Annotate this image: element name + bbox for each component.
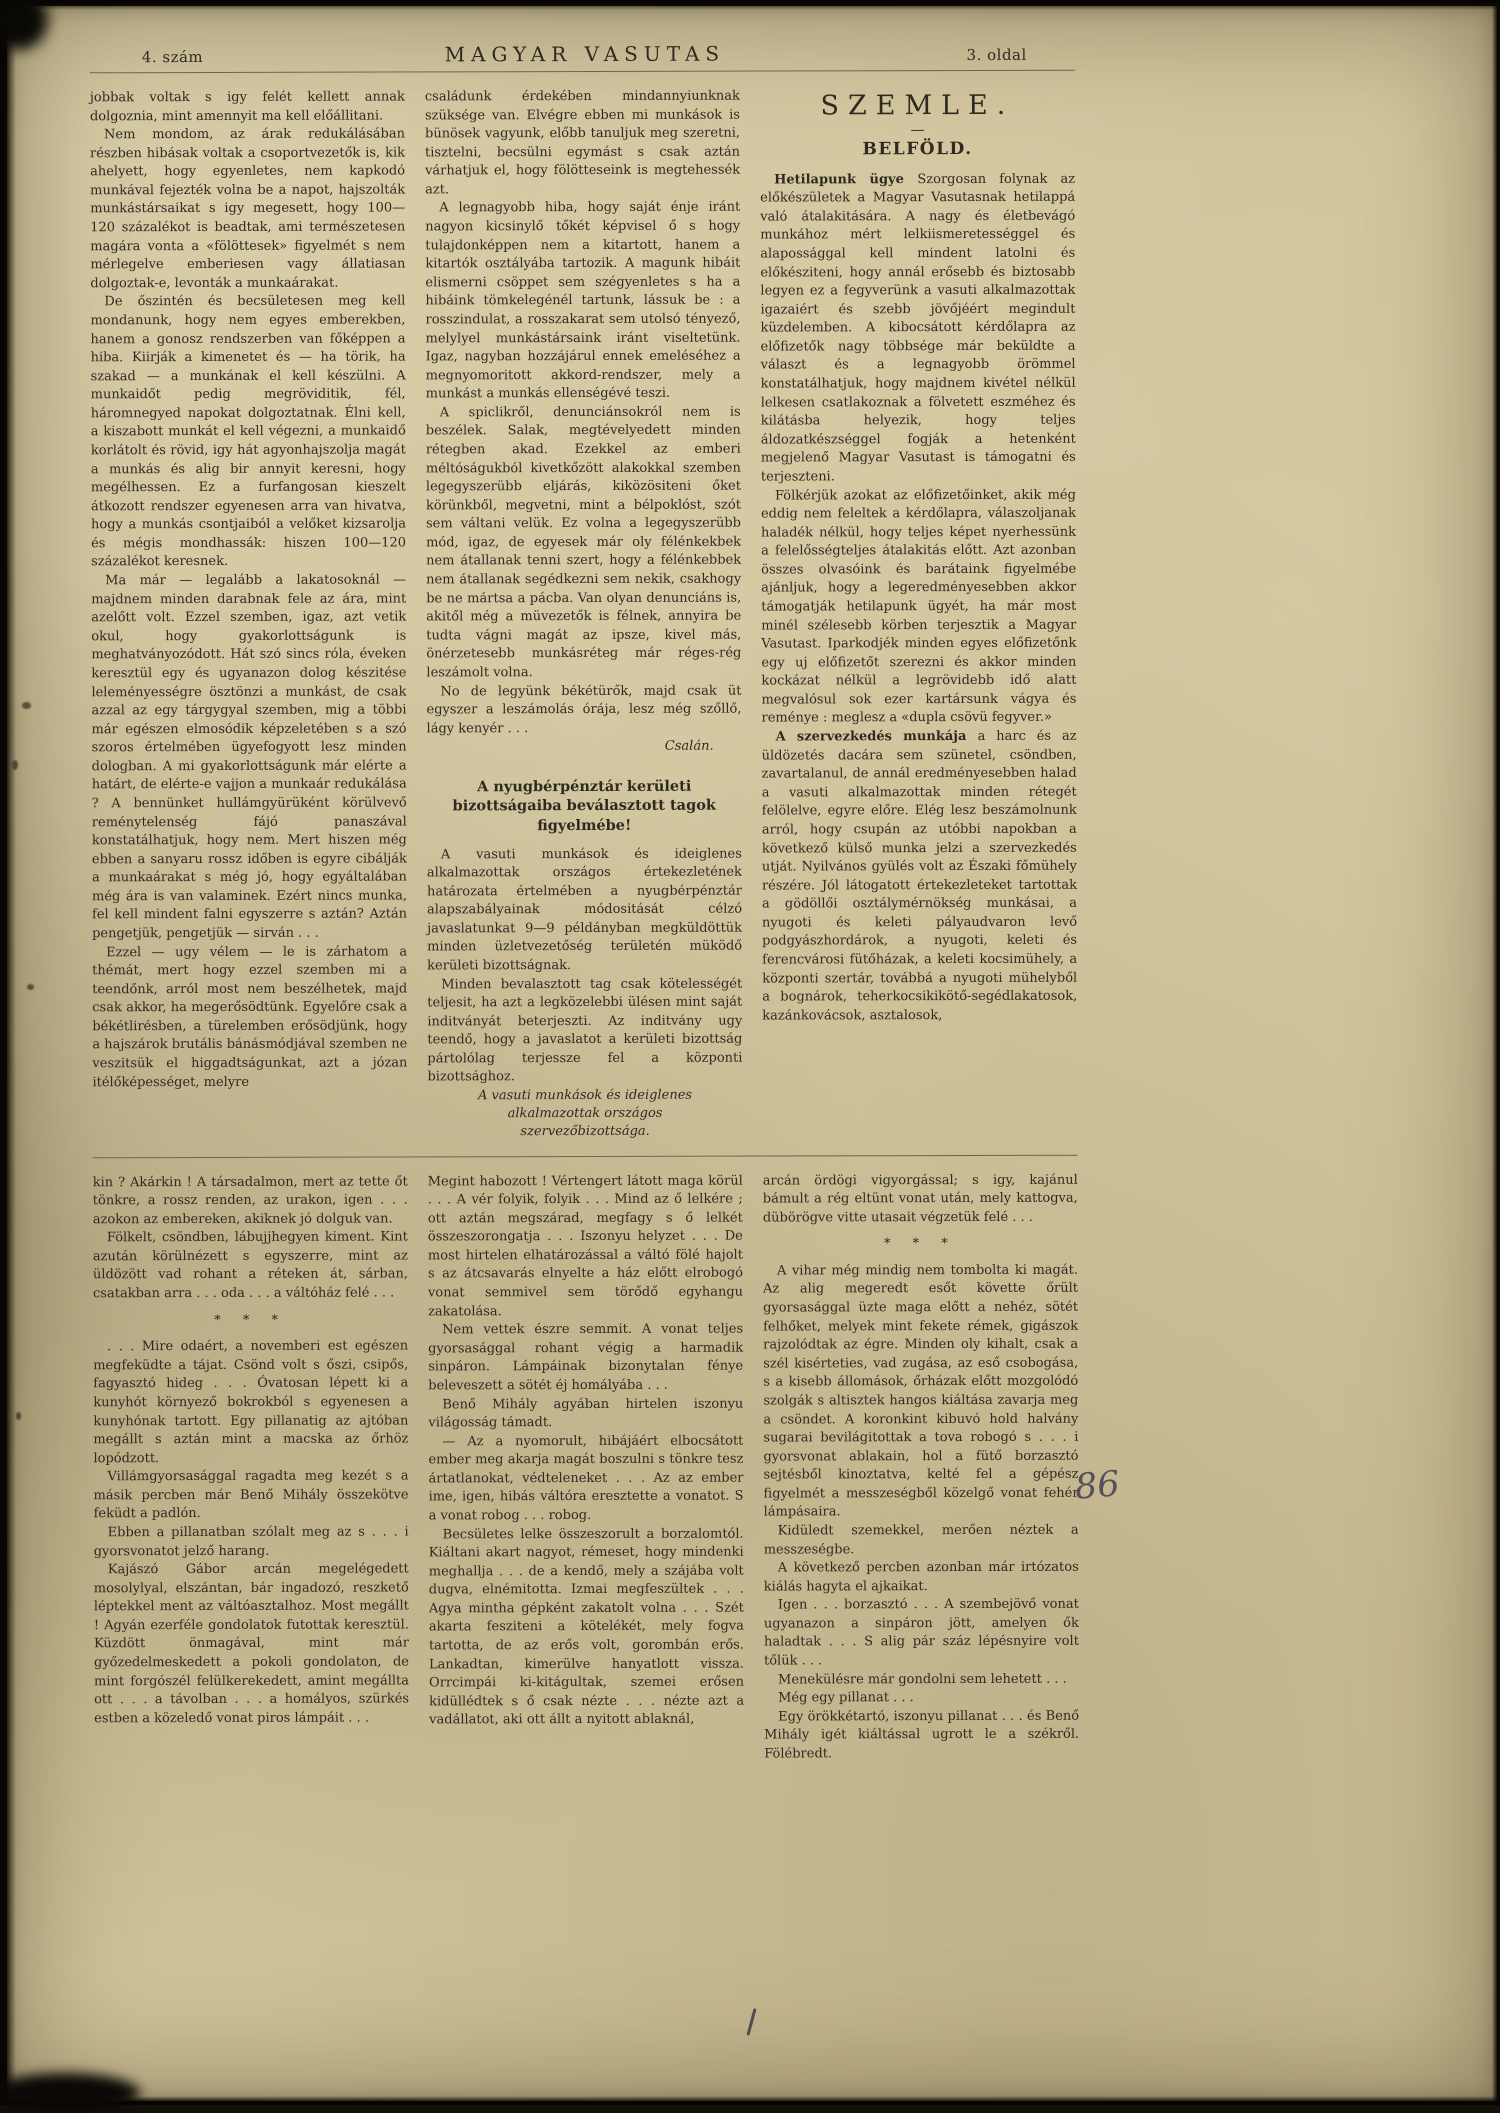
paragraph: Igen . . . borzasztó . . . A szembejövő vonat ugyanazon a sinpáron jött, amelyen ők haladtak . . . S alig pár száz lépésnyire volt tőlük . . . [763,1597,1079,1669]
paragraph: — Az a nyomorult, hibájáért elbocsátott ember meg akarja magát boszulni s tönkre tesz ártatlanokat, védteleneket . . . Az az ember ime, igen, hibás váltóra eresztette a vonatot. S a vonat robog . . . robog. [428,1433,744,1524]
paper-stain [22,702,31,709]
paragraph: családunk érdekében mindannyiunknak szüksége van. Elvégre ebben mi munkások is bünösek vagyunk, előbb tanuljuk meg szeretni, tisztelni, becsülni egymást s csak aztán várhatjuk el, hogy fölötteseink is megtehessék azt. [424,88,741,198]
paragraph: Kidüledt szemekkel, merően néztek a messzeségbe. [763,1522,1079,1558]
feuilleton-column-2 [428,1172,745,1765]
paragraph: A legnagyobb hiba, hogy saját énje iránt nagyon kicsinylő tőkét képvisel ő s hogy tulajdonképpen nem a kitartott, hanem a kitartók osztályába tartozik. A magunk hibáit elismerni csöppet sem szégyenletes s ha a hibáink tömkelegénél tartunk, lássuk be : a rosszindulat, a rosszakarat sem utolsó tényező, melylyel munkástársaink iránt viseltetünk. Igaz, nagyban hozzájárul ennek emeléséhez a megnyomoritott akkord-rendszer, mely a munkást a munkás ellenségévé teszi. [425,200,741,402]
paragraph: A vihar még mindig nem tombolta ki magát. Az alig megeredt esőt követte őrült gyorsasággal üzte maga előtt a nehéz, sötét felhőket, melyek mint fekete rémek, gigászok rajzolódtak az égre. Minden oly kihalt, csak a szél kisérteties, vad zugása, az eső csobogása, s a kisebb állomások, őrházak előtt mozgolódó szolgák s altisztek hangos kiáltása zavarja meg a csöndet. A koronkint kibuvó hold halvány sugarai bevilágitottak a tova robogó s . . . i gyorsvonat ablakain, hol a fütő borzasztó sejtésből kinoztatva, kelté fel a gépész figyelmét a messzeségből közelgő vonat fehér lámpásaira. [762,1262,1079,1520]
paper-stain [27,984,34,990]
handwritten-page-number: 86 [1073,1464,1122,1508]
paragraph: Ezzel — ugy vélem — le is zárhatom a thémát, mert hogy ezzel szemben mi a teendőnk, arról most nem beszélhetek, majd csak akkor, ha megerősödtünk. Egyelőre csak a békétlirésben, a türelemben erősödjünk, hogy a hajszárok brutális bánásmódjával szemben ne veszitsük el higgadtságunkat, azt a józan itélőképességet, melyre [92,944,408,1090]
paragraph: Megint habozott ! Vértengert látott maga körül . . . A vér folyik, folyik . . . Mind az ő lelkére ; ott aztán megszárad, megfagy s ő lelkét összeszorongatja . . . Iszonyu helyzet . . . De most hirtelen elhatározással a váltó fölé hajolt s az átcsavarás elnyelte a ház előtt elrobogó vonat semmivel sem törődő egyhangu zakatolása. [427,1173,744,1320]
belfold-heading: BELFÖLD. [862,139,973,160]
paragraph: Benő Mihály agyában hirtelen iszonyu világosság támadt. [428,1396,744,1431]
paragraph: Még egy pillanat . . . [778,1690,914,1706]
paragraph: A következő percben azonban már irtózatos kiálás hagyta el ajkaikat. [763,1559,1079,1595]
section-break-stars: * * * [883,1236,957,1252]
paragraph: Fölkérjük azokat az előfizetőinket, akik még eddig nem feleltek a kérdőlapra, válaszoljanak haladék nélkül, hogy teljes képet nyerhessünk a felelősségteljes átalakitás előtt. Azt azonban összes olvasóink és barátaink figyelmébe ajánljuk, hogy a legeredményesebben akkor támogatják hetilapunk ügyét, ha már most minél szélesebb körben terjesztik a Magyar Vasutast. Iparkodjék minden egyes előfizetőnk egy uj előfizetőt szerezni és akkor minden kockázat nélkül a legrövidebb idő alatt megvalósul sok ezer kartársunk vágya és reménye : meglesz a «dupla csövü fegyver.» [760,487,1077,727]
feuilleton-column-1 [93,1173,410,1766]
paragraph: Egy örökkétartó, iszonyu pillanat . . . és Benő Mihály igét kiáltással ugrott le a székről. Fölébredt. [764,1708,1080,1762]
heading-dash: — [910,121,925,138]
article-signature: Csalán. [664,738,714,755]
notice-title: A nyugbérpénztár kerületi bizottságaiba beválasztott tagok figyelmébe! [452,777,716,835]
paragraph: Menekülésre már gondolni sem lehetett . . . [778,1671,1067,1688]
paragraph-lead: A szervezkedés munkája [775,729,978,745]
column-2 [425,88,743,1142]
paragraph: A spiclikről, denunciánsokról nem is beszélek. Salak, megtévelyedett minden rétegben akad. Ezekkel az emberi méltóságukból kivetkőzött alakokkal szemben legegyszerübb eljárás, kiközösiteni őket körünkből, megvetni, mint a bélpoklóst, szót sem váltani velük. Ez volna a legegyszerübb mód, igaz, de egyesek már oly félénkekbek nem átallanak tenni szert, hogy a félénkebbek nem átallanak segédkezni sem nekik, csakhogy be ne mártsa a pácba. Van olyan denunciáns is, akitől még a müvezetők is félnek, annyira be tudta vágni magát az ipsze, kivel más, önérzetesebb munkásréteg már réges-rég leszámolt volna. [425,404,742,681]
section-divider [93,1154,1078,1158]
paragraph: A szervezkedés munkája a harc és az üldözetés dacára sem szünetel, csöndben, zavartalanul, de annál eredményesebben halad a vasuti alkalmazottak minden rétegét felölelve, egyre előre. Elég lesz beszámolnunk arról, hogy csupán az utóbbi napokban a következő külső munka jelzi a szervezkedés utját. Nyilvános gyülés volt az Északi főmühely részére. Jól látogatott értekezleteket tartottak a gödöllői osztálymérnökség munkásai, a nyugoti és keleti pályaudvaron levő podgyászhordárok, a nyugoti, keleti és ferencvárosi fütőházak, a keleti kocsimühely, a központi szertár, továbbá a nyugoti mühelyből a bognárok, teherkocsikikötő-segédlakatosok, kazánkovácsok, asztalosok, [761,728,1078,1024]
column-1 [90,88,408,1142]
column-3 [760,87,1078,1141]
top-section [90,87,1078,1143]
feuilleton-column-3 [763,1171,1080,1764]
paragraph: Nem mondom, az árak redukálásában részben hibásak voltak a csoportvezetők is, kik ahelyett, hogy egyenletes, nem kapkodó munkával fejezték volna be a napot, hajszolták munkástársaikat s igy megesett, hogy 100—120 százalékot is beadtak, ami természetesen magára vonta a «fölöttesek» figyelmét s nem mérlegelve emberiesen vagy állatiasan dolgoztak-e, levonták a munkaárakat. [90,126,406,292]
paragraph: Villámgyorsasággal ragadta meg kezét s a másik percben már Benő Mihály összekötve feküdt a padlón. [93,1468,409,1522]
szemle-body [760,170,1077,1025]
paragraph: jobbak voltak s igy felét kellett annak dolgoznia, mint amennyit ma kell előállitani. [89,89,405,124]
newspaper-page [90,41,1080,1766]
article-continuation [425,88,742,739]
paragraph: Kajászó Gábor arcán megelégedett mosolylyal, elszántan, bár ingadozó, reszkető léptekkel ment az váltóasztalhoz. Most megállt ! Agyán ezerféle gondolatok futottak keresztül. Küzdött önmagával, mint már győzedelmeskedett a pokoli gondolaton, de mint forgószél felülkerekedett, amint megállta ott . . . a távolban . . . a homályos, szürkés estben a közeledő vonat piros lámpáit . . . [93,1561,410,1727]
masthead [90,41,1075,74]
paragraph: Ma már — legalább a lakatosoknál — majdnem minden darabnak fele az ára, mint azelőtt volt. Ezzel szemben, igaz, azt vetik okul, hogy gyakorlottságunk is meghatványozódott. Hát szó sincs róla, éveken keresztül egy és ugyanazon dolog készitése leleményességre ösztönzi a munkást, de csak azzal az egy tárgygyal szemben, mig a többi már egészen elmosódik képzeletében s a szó szoros értelmében ügyefogyott lesz minden dologban. A mi gyakorlottságunk már elérte a határt, de elérte-e vajjon a munkaár redukálása ? A bennünket hullámgyürüként körülvevő reménytelenség fájó panaszával konstatálhatjuk, hogy nem. Mert hiszen még ebben a sanyaru rossz időben is egyre cibálják a munkaárakat s még jó, hogy egyáltalában még ára is van valaminek. Ezért nincs munka, fel kell mindent falni egyszerre s aztán? Aztán pengetjük, pengetjük — sirván . . . [91,572,408,942]
feuilleton-section [93,1171,1080,1765]
paragraph: A vasuti munkások és ideiglenes alkalmazottak országos értekezletének határozata értelmében a nyugbérpénztár alapszabályainak módositását célzó javaslatunkat 9—9 példányban megküldöttük minden üzletvezetőség területén müködő kerületi bizottságnak. [426,846,743,974]
section-break-stars: * * * [214,1312,287,1328]
paragraph: Becsületes lelke összeszorult a borzalomtól. Kiáltani akart nagyot, rémeset, hogy mindenki meghallja . . . de a kendő, mely a szájába volt dugva, elnémitotta. Izmai megfeszültek . . . Agya mintha gépként zakatolt volna . . . Szét akarta fesziteni a kötelékét, mely fogva tartotta, de az erős volt, gorombán erős. Lankadtan, kimerülve hanyatlott vissza. Orrcimpái ki-kitágultak, szemei erősen kidüllédtek s ő csak nézte . . . nézte azt a vadállatot, aki ott állt a nyitott ablaknál, [428,1526,745,1728]
paragraph: Nem vettek észre semmit. A vonat teljes gyorsasággal rohant végig a harmadik sinpáron. Lámpáinak bizonytalan fénye beleveszett a sötét éj homályába . . . [428,1321,744,1394]
page-number: 3. oldal [966,45,1027,64]
szemle-heading: SZEMLE. [820,89,1015,122]
paragraph: arcán ördögi vigyorgással; s igy, kajánul bámult a rég eltünt vonat után, mely kattogva, dübörögve vitte utasait végzetük felé . . . [762,1172,1078,1226]
issue-number: 4. szám [141,47,204,67]
paragraph: . . . Mire odaért, a novemberi est egészen megfeküdte a tájat. Csönd volt s őszi, csipős, fagyasztó hideg . . . Óvatosan lépett ki a kunyhót környező bokrokból s egyenesen a kunyhónak tartott. Egy pillanatig az ajtóban megállt s aztán mint a macska az őrhöz lopódzott. [93,1338,409,1466]
paper-stain [12,760,18,770]
paragraph: Hetilapunk ügye Szorgosan folynak az előkészületek a Magyar Vasutasnak hetilappá való átalakitására. A nagy és életbevágó munkához mért lelkiismeretességgel és alapossággal kell mindent latolni és előkésziteni, hogy annál erősebb és biztosabb legyen ez a fegyverünk a vasuti alkalmazottak igazaiért és szebb jövőjéért megindult küzdelemben. A kibocsátott kérdőlapra az előfizetők nagy többsége már beküldte a választ és a legnagyobb örömmel konstatálhatjuk, hogy majdnem kivétel nélkül lelkesen csatlakoznak a fölvetett eszméhez és kilátásba helyezik, hogy teljes áldozatkészséggel fogják a hetenként megjelenő Magyar Vasutast is támogatni és terjeszteni. [760,171,1076,485]
paragraph: De őszintén és becsületesen meg kell mondanunk, hogy nem egyes emberekben, hanem a gonosz rendszerben van főképpen a hiba. Kiirják a kimenetet és — ha törik, ha szakad — a munkának el kell készülni. A munkaidőt pedig megröviditik, fél, háromnegyed napokat dolgoztatnak. Élni kell, a kiszabott munkát el kell végezni, a munkaidő korlátolt és rövid, igy hát agyonhajszolja magát a munkás és alig bir annyit keresni, hogy megélhessen. Ez a furfangosan kieszelt átkozott rendszer egyenesen arra van hivatva, hogy a munkás csontjaiból a velőket kizsarolja és mégis mondhassák: hiszen 100—120 százalékot keresnek. [90,293,407,570]
paragraph: kin ? Akárkin ! A társadalmon, mert az tette őt tönkre, a rossz renden, az urakon, igen . . . azokon az embereken, akiknek jó dolguk van. [92,1174,408,1228]
notice-signature: A vasuti munkások és ideiglenes alkalmazottak országos szervezőbizottsága. [477,1087,693,1140]
paragraph: Minden bevalasztott tag csak kötelességét teljesit, ha azt a legközelebbi ülésen mint saját inditványát beterjeszti. Az inditvány ugy teendő, hogy a javaslatot a kerületi bizottság pártolólag terjessze fel a központi bizottsághoz. [427,976,743,1085]
paragraph-lead: Hetilapunk ügye [774,171,918,188]
paper-stain [16,1412,21,1420]
notice-body [427,845,743,1087]
paragraph: Fölkelt, csöndben, lábujjhegyen kiment. Kint azután körülnézett s egyszerre, mint az üldözött vad rohant a réteken át, sárban, csatakban arra . . . oda . . . a váltóház felé . . . [92,1229,408,1302]
paragraph: No de legyünk békétürők, majd csak üt egyszer a leszámolás órája, lesz még szőllő, lágy kenyér . . . [426,683,742,737]
paragraph: Ebben a pillanatban szólalt meg az s . . . i gyorsvonatot jelző harang. [93,1524,409,1559]
newspaper-title: MAGYAR VASUTAS [444,41,726,67]
